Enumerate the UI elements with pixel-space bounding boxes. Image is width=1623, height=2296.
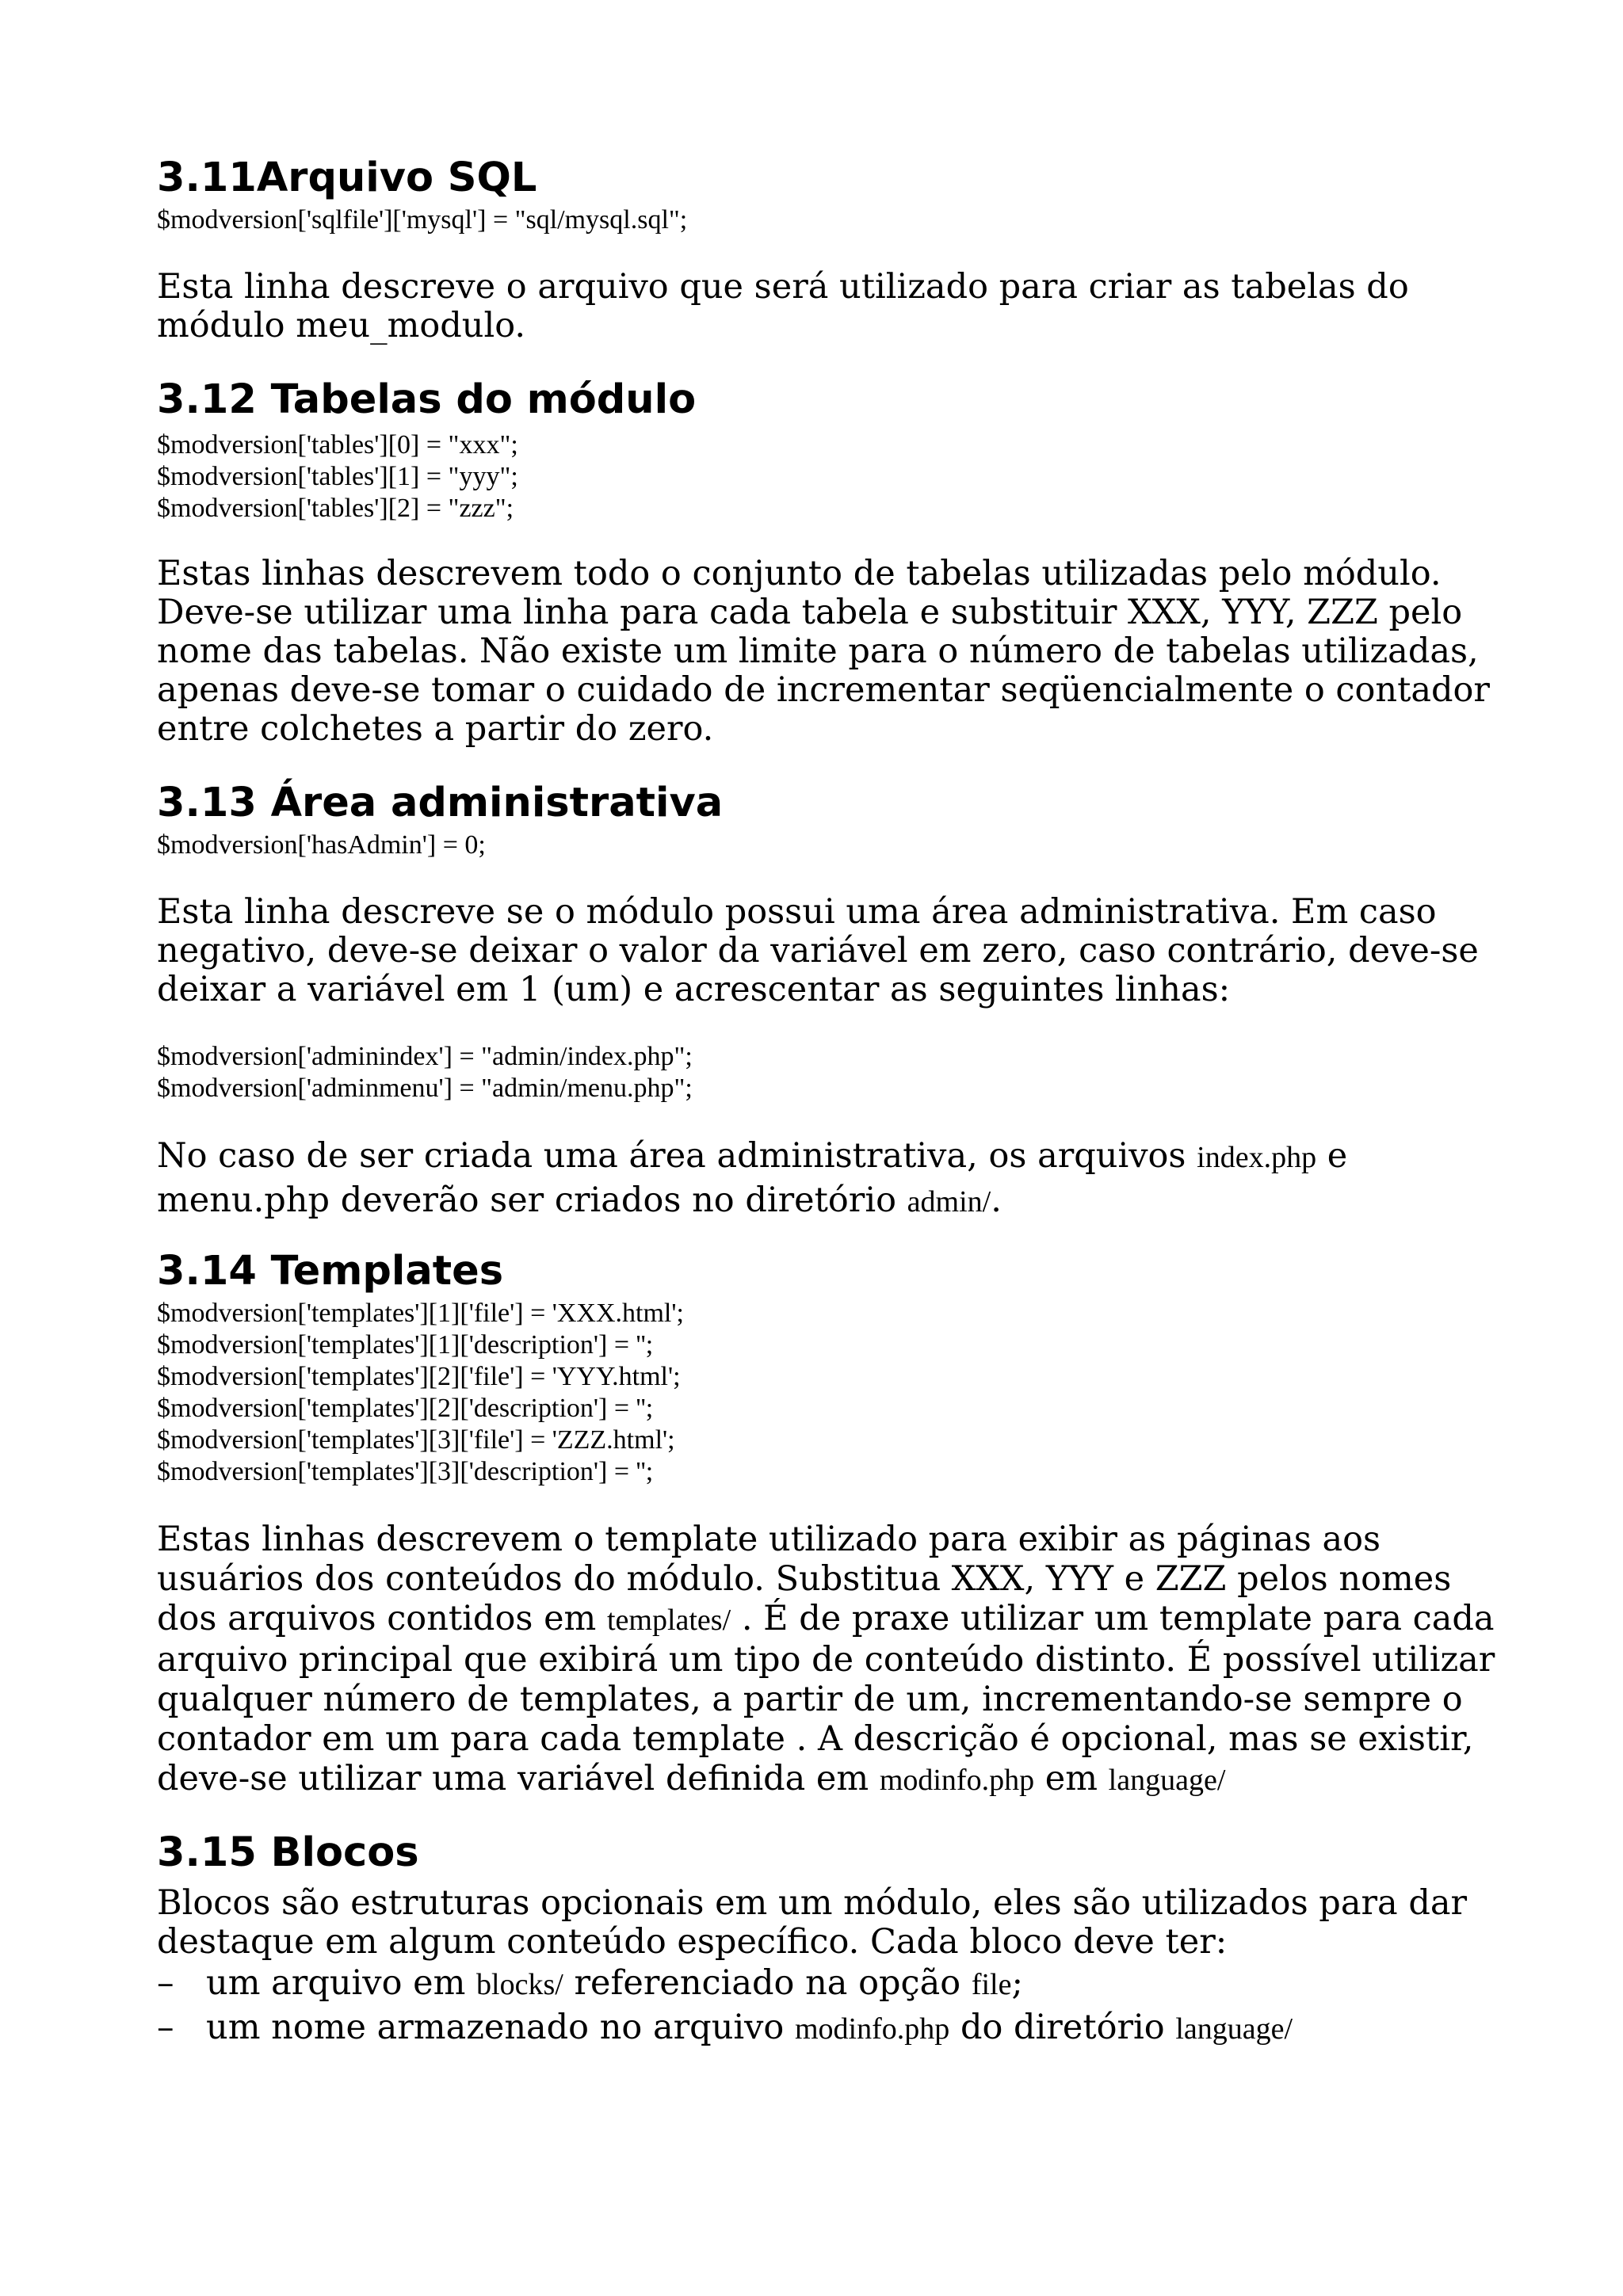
code-line: $modversion['templates'][1]['file'] = 'XXX.html'; <box>157 1299 684 1328</box>
text-run: referenciado na opção <box>563 1963 972 2003</box>
paragraph-sql: Esta linha descreve o arquivo que será utilizado para criar as tabelas do módulo meu_modulo. <box>157 267 1409 345</box>
inline-dirname: language/ <box>1175 2012 1293 2046</box>
dash-bullet: – <box>157 1963 174 2003</box>
text-run: em <box>1034 1759 1109 1798</box>
inline-dirname: language/ <box>1108 1764 1226 1797</box>
code-line: $modversion['adminmenu'] = "admin/menu.php"; <box>157 1074 693 1103</box>
code-block-sqlfile <box>157 204 1504 236</box>
section-heading-3-11: 3.11Arquivo SQL <box>157 154 537 201</box>
code-block-templates <box>157 1298 1504 1488</box>
section-heading-3-15: 3.15 Blocos <box>157 1829 419 1876</box>
code-block-admin <box>157 1041 1504 1104</box>
paragraph-tables: Estas linhas descrevem todo o conjunto de tabelas utilizadas pelo módulo. Deve-se utilizar uma linha para cada tabela e substituir XXX, YYY, ZZZ pelo nome das tabelas. Não existe um limite para o número de tabelas utilizadas, apenas deve-se tomar o cuidado de incrementar seqüencialmente o contador entre colchetes a partir do zero. <box>157 554 1490 749</box>
list-item <box>157 1962 1504 2006</box>
text-run: e menu.php deverão ser criados no diretório <box>157 1136 1348 1220</box>
code-line: $modversion['tables'][2] = "zzz"; <box>157 494 514 523</box>
section-heading-3-14: 3.14 Templates <box>157 1248 504 1295</box>
code-line: $modversion['hasAdmin'] = 0; <box>157 830 486 860</box>
code-line: $modversion['adminindex'] = "admin/index.php"; <box>157 1042 693 1071</box>
text-run: ; <box>1011 1963 1023 2003</box>
inline-option: file <box>971 1968 1012 2001</box>
code-block-tables <box>157 429 1504 524</box>
paragraph-admin-files <box>157 1135 1504 1223</box>
inline-dirname: templates/ <box>606 1604 731 1637</box>
text-run: Estas linhas descrevem o template utilizado para exibir as páginas aos usuários dos conteúdos do módulo. Substitua XXX, YYY e ZZZ pelos nomes dos arquivos contidos em <box>157 1520 1452 1638</box>
code-line: $modversion['templates'][1]['description'] = ''; <box>157 1330 654 1360</box>
list-item <box>157 2006 1504 2050</box>
inline-filename: index.php <box>1197 1141 1317 1174</box>
code-line: $modversion['templates'][2]['file'] = 'YYY.html'; <box>157 1362 681 1391</box>
paragraph-admin: Esta linha descreve se o módulo possui uma área administrativa. Em caso negativo, deve-se deixar o valor da variável em zero, caso contrário, deve-se deixar a variável em 1 (um) e acrescentar as seguintes linhas: <box>157 892 1479 1009</box>
paragraph-templates <box>157 1520 1504 1800</box>
dash-bullet: – <box>157 2008 174 2047</box>
inline-filename: modinfo.php <box>795 2012 950 2046</box>
code-line: $modversion['templates'][3]['file'] = 'ZZZ.html'; <box>157 1425 675 1455</box>
text-run: um nome armazenado no arquivo <box>206 2008 795 2047</box>
paragraph-blocks: Blocos são estruturas opcionais em um módulo, eles são utilizados para dar destaque em algum conteúdo específico. Cada bloco deve ter: <box>157 1883 1468 1962</box>
document-page <box>157 149 1504 2050</box>
code-block-hasadmin <box>157 830 1504 861</box>
code-line: $modversion['sqlfile']['mysql'] = "sql/mysql.sql"; <box>157 205 688 235</box>
section-heading-3-13: 3.13 Área administrativa <box>157 780 724 826</box>
text-run: do diretório <box>949 2008 1176 2047</box>
code-line: $modversion['tables'][0] = "xxx"; <box>157 430 518 460</box>
inline-dirname: admin/ <box>907 1185 991 1219</box>
blocks-requirements-list <box>157 1962 1504 2050</box>
text-run: . <box>991 1180 1002 1220</box>
text-run: . É de praxe utilizar um template para cada arquivo principal que exibirá um tipo de conteúdo distinto. É possível utilizar qualquer número de templates, a partir de um, incrementando-se sempre o contador em um para cada template . A descrição é opcional, mas se existir, deve-se utilizar uma variável definida em <box>157 1599 1495 1798</box>
text-run: No caso de ser criada uma área administrativa, os arquivos <box>157 1136 1197 1176</box>
code-line: $modversion['templates'][2]['description'] = ''; <box>157 1394 654 1423</box>
code-line: $modversion['tables'][1] = "yyy"; <box>157 462 518 491</box>
code-line: $modversion['templates'][3]['description'] = ''; <box>157 1457 654 1486</box>
section-heading-3-12: 3.12 Tabelas do módulo <box>157 376 697 423</box>
inline-dirname: blocks/ <box>476 1968 563 2001</box>
text-run: um arquivo em <box>206 1963 477 2003</box>
inline-filename: modinfo.php <box>879 1764 1035 1797</box>
